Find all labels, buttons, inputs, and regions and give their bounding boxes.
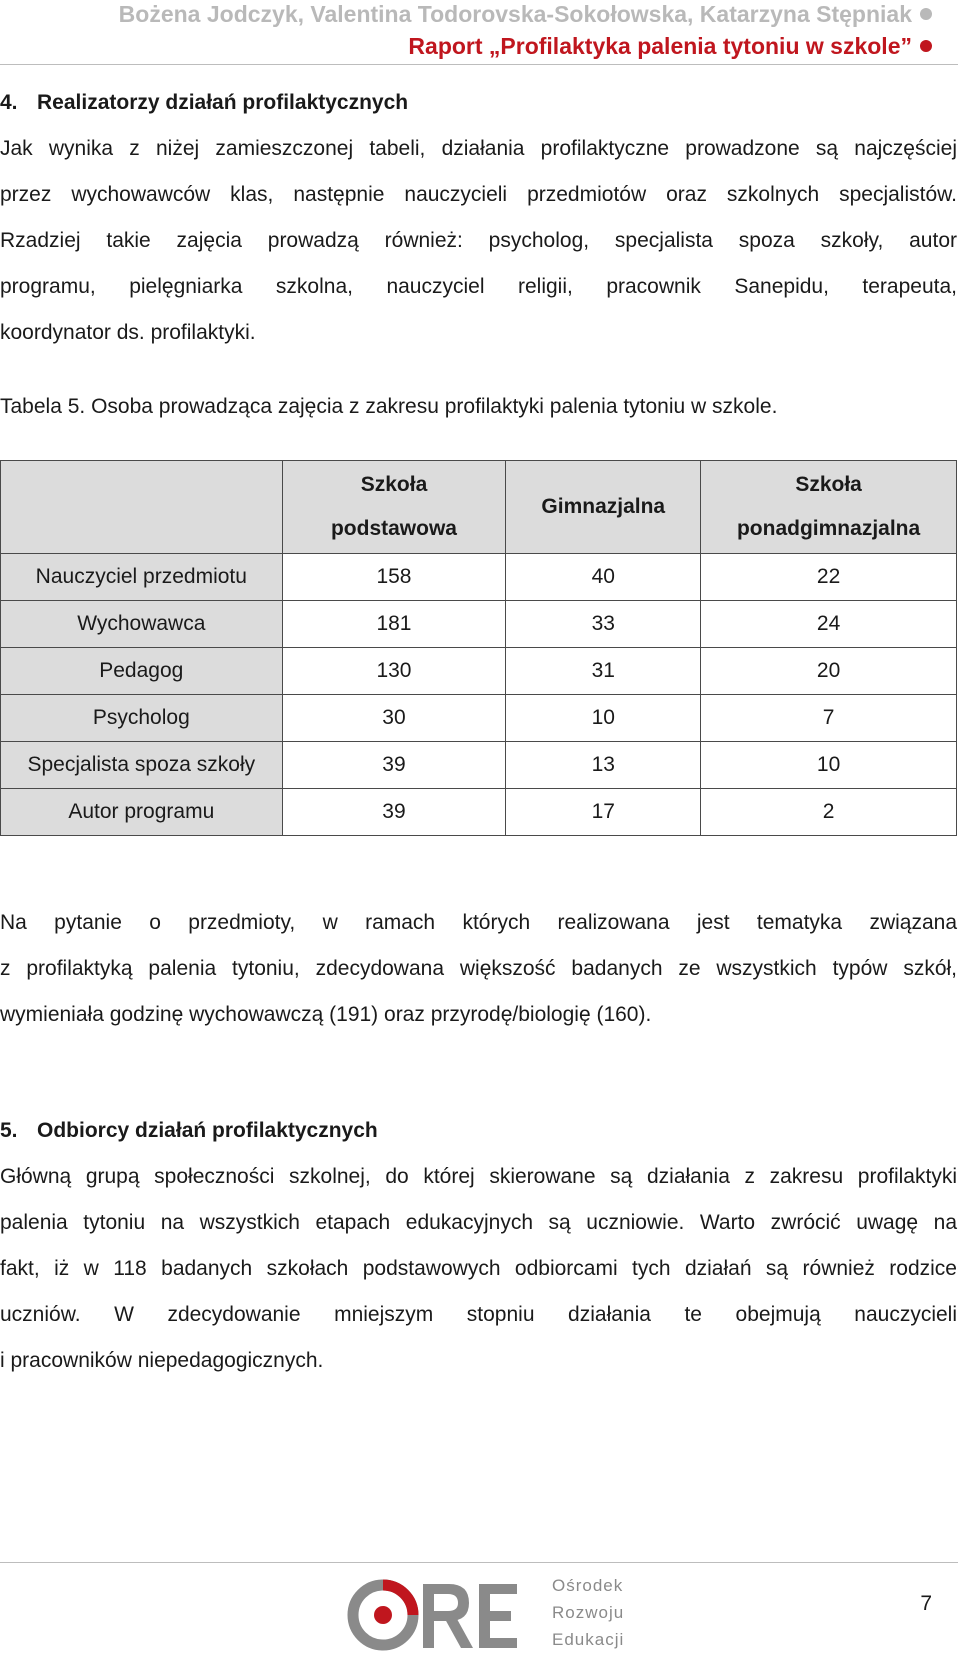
paragraph-line: i pracowników niepedagogicznych. bbox=[0, 1349, 324, 1372]
logo-text-line: Rozwoju bbox=[552, 1603, 625, 1622]
page-number: 7 bbox=[920, 1592, 932, 1615]
row-label: Psycholog bbox=[1, 695, 283, 742]
table-cell: 22 bbox=[701, 554, 957, 601]
header-report-text: Raport „Profilaktyka palenia tytoniu w szkole” bbox=[408, 33, 912, 59]
section-title: Realizatorzy działań profilaktycznych bbox=[37, 91, 409, 114]
paragraph-line: z profilaktyką palenia tytoniu, zdecydowana większość badanych ze wszystkich typów szkół, bbox=[0, 957, 957, 980]
column-header-line: ponadgimnazjalna bbox=[736, 517, 921, 540]
column-header-line: Szkoła bbox=[360, 473, 428, 496]
header-authors bbox=[119, 1, 932, 28]
row-label: Specjalista spoza szkoły bbox=[1, 742, 283, 789]
table-cell: 24 bbox=[701, 601, 957, 648]
table-cell: 158 bbox=[282, 554, 506, 601]
paragraph-line: koordynator ds. profilaktyki. bbox=[0, 321, 256, 344]
section-number: 4. bbox=[0, 91, 18, 114]
paragraph-line: programu, pielęgniarka szkolna, nauczyciel religii, pracownik Sanepidu, terapeuta, bbox=[0, 275, 957, 298]
table-cell: 7 bbox=[701, 695, 957, 742]
table-row bbox=[1, 742, 957, 789]
paragraph-line: Na pytanie o przedmioty, w ramach których realizowana jest tematyka związana bbox=[0, 911, 957, 934]
table-cell: 31 bbox=[506, 648, 701, 695]
section-4-paragraph bbox=[0, 126, 957, 356]
section-5-paragraph bbox=[0, 1154, 957, 1384]
section-number: 5. bbox=[0, 1119, 18, 1142]
ore-logo-r-icon bbox=[423, 1584, 473, 1648]
prevention-staff-table bbox=[0, 460, 957, 836]
row-label: Autor programu bbox=[1, 789, 283, 836]
header-report-title bbox=[408, 33, 932, 60]
table-cell: 30 bbox=[282, 695, 506, 742]
section-4-heading bbox=[0, 80, 957, 126]
table-cell: 10 bbox=[506, 695, 701, 742]
table-cell: 20 bbox=[701, 648, 957, 695]
column-header-line: Gimnazjalna bbox=[541, 495, 666, 518]
table-row bbox=[1, 789, 957, 836]
row-label: Wychowawca bbox=[1, 601, 283, 648]
column-header-line: Szkoła bbox=[795, 473, 862, 496]
bullet-dot-icon bbox=[920, 8, 932, 20]
header-authors-text: Bożena Jodczyk, Valentina Todorovska-Sokołowska, Katarzyna Stępniak bbox=[118, 1, 912, 27]
table-cell: 181 bbox=[282, 601, 506, 648]
table-cell: 2 bbox=[701, 789, 957, 836]
column-header-lower-secondary bbox=[506, 461, 701, 554]
footer-divider bbox=[0, 1562, 958, 1563]
column-header-line: podstawowa bbox=[330, 517, 457, 540]
table-row bbox=[1, 695, 957, 742]
table-row bbox=[1, 601, 957, 648]
logo-text-line: Edukacji bbox=[552, 1630, 625, 1649]
section-title: Odbiorcy działań profilaktycznych bbox=[37, 1119, 378, 1142]
ore-logo-e-icon bbox=[479, 1584, 517, 1648]
table-cell: 10 bbox=[701, 742, 957, 789]
table-row bbox=[1, 554, 957, 601]
paragraph-line: przez wychowawców klas, następnie nauczycieli przedmiotów oraz szkolnych specjalistów. bbox=[0, 183, 957, 206]
paragraph-line: uczniów. W zdecydowanie mniejszym stopniu działania te obejmują nauczycieli bbox=[0, 1303, 957, 1326]
header-divider bbox=[0, 64, 958, 65]
table-cell: 39 bbox=[282, 789, 506, 836]
section-5-heading bbox=[0, 1108, 957, 1154]
paragraph-line: wymieniała godzinę wychowawczą (191) oraz przyrodę/biologię (160). bbox=[0, 1003, 652, 1026]
column-header-primary bbox=[282, 461, 506, 554]
paragraph-line: Jak wynika z niżej zamieszczonej tabeli, działania profilaktyczne prowadzone są najczęściej bbox=[0, 137, 957, 160]
subjects-paragraph bbox=[0, 900, 957, 1038]
table-cell: 17 bbox=[506, 789, 701, 836]
table-cell: 13 bbox=[506, 742, 701, 789]
table-caption-text: Tabela 5. Osoba prowadząca zajęcia z zakresu profilaktyki palenia tytoniu w szkole. bbox=[0, 395, 778, 418]
bullet-dot-icon bbox=[920, 40, 932, 52]
paragraph-line: palenia tytoniu na wszystkich etapach edukacyjnych są uczniowie. Warto zwrócić uwagę na bbox=[0, 1211, 957, 1234]
table-cell: 39 bbox=[282, 742, 506, 789]
paragraph-line: Rzadziej takie zajęcia prowadzą również: psycholog, specjalista spoza szkoły, autor bbox=[0, 229, 957, 252]
row-label: Nauczyciel przedmiotu bbox=[1, 554, 283, 601]
table-cell: 33 bbox=[506, 601, 701, 648]
paragraph-line: Główną grupą społeczności szkolnej, do której skierowane są działania z zakresu profilaktyki bbox=[0, 1165, 957, 1188]
logo-text-line: Ośrodek bbox=[552, 1576, 624, 1595]
table-cell: 40 bbox=[506, 554, 701, 601]
column-header-upper-secondary bbox=[701, 461, 957, 554]
table-header-row bbox=[1, 461, 957, 554]
page-header bbox=[0, 0, 960, 64]
table-caption bbox=[0, 384, 957, 430]
ore-logo-o-icon bbox=[353, 1585, 413, 1645]
table-row bbox=[1, 648, 957, 695]
paragraph-line: fakt, iż w 118 badanych szkołach podstawowych odbiorcami tych działań są również rodzice bbox=[0, 1257, 957, 1280]
table-corner-cell bbox=[1, 461, 283, 554]
row-label: Pedagog bbox=[1, 648, 283, 695]
table-cell: 130 bbox=[282, 648, 506, 695]
